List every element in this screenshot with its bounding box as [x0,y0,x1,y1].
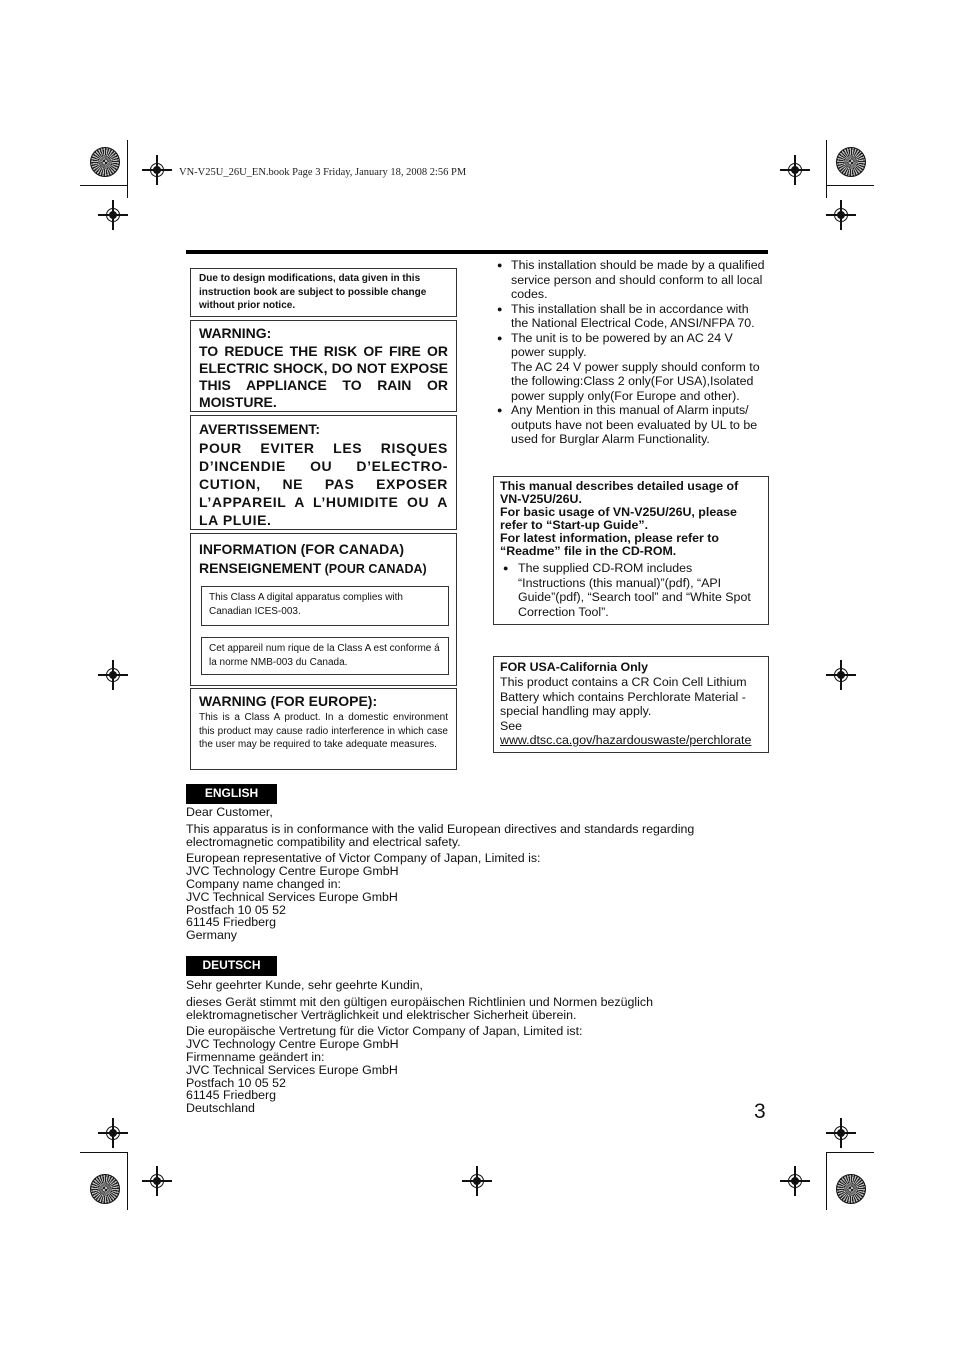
canada-title-en: INFORMATION (FOR CANADA) [199,541,405,557]
crop-line [80,185,128,186]
deutsch-line: Die europäische Vertretung für die Victor Company of Japan, Limited ist: [186,1024,583,1039]
europe-warning-box [190,688,457,770]
registration-sun-mark [90,1174,120,1204]
warning-box [190,320,457,412]
crosshair-mark [826,660,856,690]
english-line: 61145 Friedberg [186,915,277,930]
english-line: Postfach 10 05 52 [186,902,286,917]
deutsch-line: Firmenname geändert in: [186,1049,325,1064]
english-line: Germany [186,928,237,943]
print-header: VN-V25U_26U_EN.book Page 3 Friday, January 18, 2008 2:56 PM [179,167,467,178]
usa-see: See [500,718,523,733]
english-greeting: Dear Customer, [186,805,273,819]
list-item: ● This installation shall be in accordance with the National Electrical Code, ANSI/NFPA 70. [497,302,769,331]
list-item-text: The unit is to be powered by an AC 24 V power supply. [511,330,733,359]
deutsch-line: JVC Technical Services Europe GmbH [186,1062,398,1077]
manual-line-2: For basic usage of VN-V25U/26U, please refer to “Start-up Guide”. [500,505,737,532]
english-label: ENGLISH [186,784,277,804]
deutsch-line: 61145 Friedberg [186,1088,277,1103]
crop-line [826,1152,874,1153]
english-paragraph: This apparatus is in conformance with the valid European directives and standards regarding electromagnetic compatibility and electrical safety. [186,821,695,849]
usa-body: This product contains a CR Coin Cell Lithium Battery which contains Perchlorate Material - special handling may apply. [500,675,747,718]
crop-line [826,140,827,198]
english-line: JVC Technology Centre Europe GmbH [186,864,399,879]
crop-line [127,1152,128,1210]
usa-california-box [493,656,769,753]
warning-title: WARNING: [199,325,272,341]
crosshair-mark [826,1118,856,1148]
design-notice-box [190,268,457,317]
manual-line-3: For latest information, please refer to “Readme” file in the CD-ROM. [500,531,719,558]
english-section [186,806,746,942]
deutsch-paragraph: dieses Gerät stimmt mit den gültigen europäischen Richtlinien und Normen bezüglich elektromagnetischer Verträglichkeit und elektrischer Sicherheit überein. [186,994,653,1022]
europe-warning-body: This is a Class A product. In a domestic environment this product may cause radio interference in which case the user may be required to take adequate measures. [199,712,448,750]
canada-info-box [190,533,457,686]
english-line: European representative of Victor Company of Japan, Limited is: [186,851,541,866]
registration-sun-mark [90,147,120,177]
avertissement-body: POUR EVITER LES RISQUES D’INCENDIE OU D’ELECTRO-CUTION, NE PAS EXPOSER L’APPAREIL A L’HUMIDITE OU A LA PLUIE. [199,440,448,528]
deutsch-line: Deutschland [186,1101,255,1116]
warning-body: TO REDUCE THE RISK OF FIRE OR ELECTRIC SHOCK, DO NOT EXPOSE THIS APPLIANCE TO RAIN OR MOISTURE. [199,343,448,410]
avertissement-box [190,415,457,530]
manual-list [500,561,762,619]
english-line: JVC Technical Services Europe GmbH [186,889,398,904]
avertissement-title: AVERTISSEMENT: [199,421,321,437]
europe-warning-title: WARNING (FOR EUROPE): [199,693,378,709]
list-item: ● This installation should be made by a qualified service person and should conform to all local codes. [497,258,769,302]
crosshair-mark [826,200,856,230]
crosshair-mark [142,155,172,185]
list-item: ● The supplied CD-ROM includes “Instructions (this manual)”(pdf), “API Guide”(pdf), “Search tool” and “White Spot Correction Tool”. [500,561,762,619]
crosshair-mark [98,660,128,690]
usa-title: FOR USA-California Only [500,660,649,674]
canada-statement-fr: Cet appareil num rique de la Class A est conforme á la norme NMB-003 du Canada. [201,637,449,675]
canada-statement-en: This Class A digital apparatus complies with Canadian ICES-003. [201,586,449,626]
installation-bullets [497,258,769,447]
crop-line [80,1152,128,1153]
crop-line [826,185,874,186]
list-item: ● Any Mention in this manual of Alarm inputs/ outputs have not been evaluated by UL to be used for Burglar Alarm Functionality. [497,403,769,447]
crosshair-mark [98,200,128,230]
registration-sun-mark [836,147,866,177]
deutsch-section [186,979,746,1115]
deutsch-label: DEUTSCH [186,956,277,976]
canada-title-fr [199,559,448,579]
canada-title-fr-sub: (POUR CANADA) [321,562,427,576]
manual-line-1: This manual describes detailed usage of VN-V25U/26U. [500,479,739,506]
deutsch-line: JVC Technology Centre Europe GmbH [186,1037,399,1052]
crosshair-mark [142,1166,172,1196]
list-item [497,331,769,404]
english-line: Company name changed in: [186,876,341,891]
deutsch-line: Postfach 10 05 52 [186,1075,286,1090]
crosshair-mark [98,1118,128,1148]
registration-sun-mark [836,1174,866,1204]
page-number: 3 [754,1100,766,1123]
manual-info-box [493,476,769,625]
deutsch-greeting: Sehr geehrter Kunde, sehr geehrte Kundin, [186,978,423,992]
crop-line [826,1152,827,1210]
crosshair-mark [462,1166,492,1196]
list-item-extra: The AC 24 V power supply should conform to the following:Class 2 only(For USA),Isolated power supply only(For Europe and other). [511,359,760,403]
perchlorate-link[interactable]: www.dtsc.ca.gov/hazardouswaste/perchlorate [500,733,752,747]
crosshair-mark [780,1166,810,1196]
crop-line [127,140,128,198]
design-notice-text: Due to design modifications, data given in this instruction book are subject to possible change without prior notice. [199,273,427,311]
crosshair-mark [780,155,810,185]
top-rule [186,250,768,254]
canada-title-fr-main: RENSEIGNEMENT [199,560,322,576]
